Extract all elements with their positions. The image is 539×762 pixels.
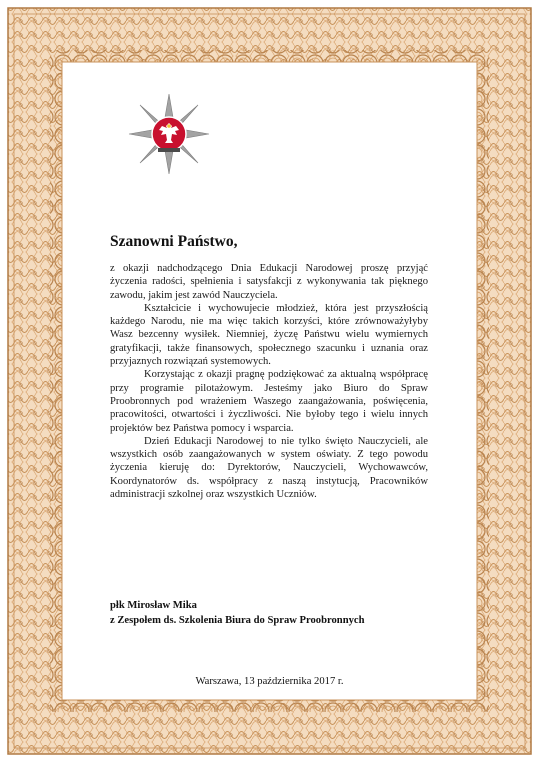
signature-block xyxy=(110,598,364,628)
paragraph-1: z okazji nadchodzącego Dnia Edukacji Narodowej proszę przyjąć życzenia radości, spełnienia i satysfakcji z wykonywania tak pięknego zawodu, jakim jest zawód Nauczyciela. xyxy=(110,263,428,301)
paragraph-4: Dzień Edukacji Narodowej to nie tylko święto Nauczycieli, ale wszystkich osób zaangażowanych w system oświaty. Z tego powodu życzenia kieruję do: Dyrektorów, Nauczycieli, Wychowawców, Koordynatorów ds. współpracy z naszą instytucją, Pracowników administracji szkolnej oraz wszystkich Uczniów. xyxy=(110,435,428,501)
paragraph-2: Kształcicie i wychowujecie młodzież, która jest przyszłością każdego Narodu, nie ma więc takich korzyści, które zrównoważyłyby Wasz bezcenny wysiłek. Niemniej, życzę Państwu wielu wymiernych gratyfikacji, także finansowych, społecznego szacunku i uznania oraz przyjaznych rozwiązań systemowych. xyxy=(110,302,428,368)
paragraph-3: Korzystając z okazji pragnę podziękować za aktualną współpracę przy programie pilotażowym. Jesteśmy jako Biuro do Spraw Proobronnych pod wrażeniem Waszego zaangażowania, poświęcenia, pracowitości, otwartości i życzliwości. Nie byłoby tego i wielu innych projektów bez Państwa pomocy i wsparcia. xyxy=(110,369,428,434)
greeting-heading: Szanowni Państwo, xyxy=(110,233,238,250)
place-and-date: Warszawa, 13 października 2017 r. xyxy=(195,676,344,687)
signature-team: z Zespołem ds. Szkolenia Biura do Spraw Proobronnych xyxy=(110,615,365,626)
letter-body xyxy=(110,262,428,501)
star-eagle-emblem xyxy=(128,93,210,175)
signature-name: płk Mirosław Mika xyxy=(110,600,197,611)
